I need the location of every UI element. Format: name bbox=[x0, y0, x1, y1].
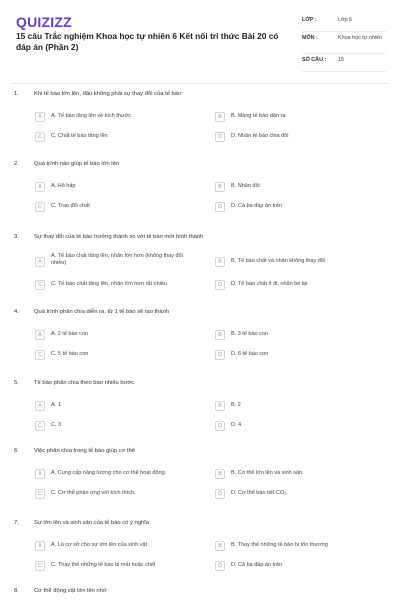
question-text: Tế bào phân chia theo bao nhiêu bước bbox=[34, 380, 135, 386]
option-text: D. Tế bào chất ít đi, nhân bé lại bbox=[231, 281, 308, 287]
option-letter: C bbox=[35, 280, 45, 290]
option-text: C. Thay thế những tế bào bị mất hoặc chết bbox=[51, 562, 156, 568]
question-6 bbox=[0, 447, 400, 519]
question-number: 3. bbox=[14, 234, 19, 240]
meta-row-class bbox=[302, 14, 386, 32]
option-letter: D bbox=[215, 280, 225, 290]
question-list bbox=[0, 90, 400, 600]
option-letter: D bbox=[215, 132, 225, 142]
option-b[interactable] bbox=[215, 253, 385, 269]
question-text: Sự lớn lên và sinh sản của tế bào có ý nghĩa bbox=[34, 520, 149, 526]
option-letter: B bbox=[215, 469, 225, 479]
option-a[interactable] bbox=[35, 110, 205, 126]
option-text: D. Cơ thể bào tiết CO₂. bbox=[231, 490, 288, 496]
option-letter: B bbox=[215, 112, 225, 122]
option-text: A. 1 bbox=[51, 402, 61, 408]
question-text: Cơ thể động vật lớn lên nhờ bbox=[34, 588, 107, 594]
option-letter: C bbox=[35, 421, 45, 431]
option-letter: A bbox=[35, 182, 45, 192]
option-a[interactable] bbox=[35, 253, 205, 269]
option-text: A. Là cơ sở cho sự lớn lên của sinh vật bbox=[51, 542, 148, 548]
option-text: B. 3 tế bào con bbox=[231, 331, 268, 337]
question-text: Quá trình phân chia diễn ra, từ 1 tế bào sẽ tạo thành bbox=[34, 309, 170, 315]
quizizz-logo[interactable]: QUIZIZZ bbox=[16, 14, 72, 30]
option-d[interactable] bbox=[215, 419, 385, 435]
meta-row-count bbox=[302, 54, 386, 72]
question-number: 2. bbox=[14, 161, 19, 167]
question-number: 6. bbox=[14, 448, 19, 454]
option-b[interactable] bbox=[215, 328, 385, 344]
option-b[interactable] bbox=[215, 539, 385, 555]
option-text: D. Nhân tế bào chia đôi bbox=[231, 133, 289, 139]
option-d[interactable] bbox=[215, 200, 385, 216]
question-1 bbox=[0, 90, 400, 160]
option-a[interactable] bbox=[35, 328, 205, 344]
meta-label: MÔN : bbox=[302, 35, 318, 41]
question-7 bbox=[0, 519, 400, 587]
option-b[interactable] bbox=[215, 467, 385, 483]
option-text: B. Màng tế bào dãn ra bbox=[231, 113, 286, 119]
question-2 bbox=[0, 160, 400, 233]
option-text: A. Tế bào chất tăng lên, nhân lớn hơn (không thay đổi nhiều) bbox=[51, 253, 183, 266]
option-letter: B bbox=[215, 257, 225, 267]
question-4 bbox=[0, 308, 400, 379]
option-text: C. Trao đổi chất bbox=[51, 203, 90, 209]
option-text: C. Chất tế bào tăng lên bbox=[51, 133, 108, 139]
option-text: D. Cả ba đáp án trên bbox=[231, 562, 283, 568]
question-number: 8. bbox=[14, 588, 19, 594]
option-c[interactable] bbox=[35, 278, 205, 294]
option-text: B. Cơ thể lớn lên và sinh sản. bbox=[231, 470, 304, 476]
option-text: A. Hô hấp bbox=[51, 183, 76, 189]
meta-label: LỚP : bbox=[302, 17, 317, 23]
meta-value: 15 bbox=[338, 57, 344, 63]
option-letter: C bbox=[35, 202, 45, 212]
option-c[interactable] bbox=[35, 348, 205, 364]
option-d[interactable] bbox=[215, 130, 385, 146]
option-a[interactable] bbox=[35, 467, 205, 483]
option-letter: A bbox=[35, 112, 45, 122]
option-b[interactable] bbox=[215, 399, 385, 415]
option-text: B. Tế bào chất và nhân không thay đổi bbox=[231, 258, 326, 264]
header bbox=[0, 0, 400, 80]
option-text: C. 5 tế bào con bbox=[51, 351, 89, 357]
option-letter: A bbox=[35, 401, 45, 411]
option-letter: D bbox=[215, 421, 225, 431]
option-letter: A bbox=[35, 469, 45, 479]
option-c[interactable] bbox=[35, 200, 205, 216]
option-d[interactable] bbox=[215, 559, 385, 575]
option-text: D. Cả ba đáp án trên bbox=[231, 203, 283, 209]
option-text: C. Cơ thể phản ứng với kích thích. bbox=[51, 490, 136, 496]
option-letter: D bbox=[215, 489, 225, 499]
option-a[interactable] bbox=[35, 539, 205, 555]
option-letter: C bbox=[35, 489, 45, 499]
option-text: D. 4 bbox=[231, 422, 242, 428]
question-number: 1. bbox=[14, 91, 19, 97]
option-d[interactable] bbox=[215, 348, 385, 364]
option-c[interactable] bbox=[35, 559, 205, 575]
option-letter: C bbox=[35, 132, 45, 142]
meta-row-subject bbox=[302, 32, 386, 54]
question-text: Sự thay đổi của tế bào trưởng thành so với tế bào mới hình thành bbox=[34, 234, 204, 240]
option-letter: B bbox=[215, 182, 225, 192]
option-letter: A bbox=[35, 257, 45, 267]
option-letter: D bbox=[215, 202, 225, 212]
option-letter: B bbox=[215, 541, 225, 551]
option-text: B. 2 bbox=[231, 402, 241, 408]
meta-value: Khoa học tự nhiên bbox=[338, 35, 383, 41]
option-a[interactable] bbox=[35, 180, 205, 196]
option-c[interactable] bbox=[35, 419, 205, 435]
option-c[interactable] bbox=[35, 130, 205, 146]
option-b[interactable] bbox=[215, 110, 385, 126]
question-5 bbox=[0, 379, 400, 447]
meta-value: Lớp 6 bbox=[338, 17, 353, 23]
option-text: C. 3 bbox=[51, 422, 62, 428]
question-text: Khi tế bào lớn lên, đâu không phải sự thay đổi của tế bào: bbox=[34, 91, 183, 97]
option-text: A. Cung cấp năng lượng cho cơ thể hoạt động. bbox=[51, 470, 167, 476]
option-text: B. Thay thế những tế bào bị tổn thương bbox=[231, 542, 328, 548]
header-divider bbox=[12, 83, 388, 84]
option-letter: A bbox=[35, 330, 45, 340]
page-title: 15 câu Trắc nghiệm Khoa học tự nhiên 6 Kết nối tri thức Bài 20 có đáp án (Phần 2) bbox=[16, 31, 279, 52]
option-d[interactable] bbox=[215, 487, 385, 503]
option-letter: B bbox=[215, 401, 225, 411]
option-text: C. Tế bào chất tăng lên, nhân lớn hơn rất nhiều bbox=[51, 281, 167, 287]
option-letter: D bbox=[215, 561, 225, 571]
option-text: A. 2 tế bào con bbox=[51, 331, 88, 337]
option-text: D. 6 tế bào con bbox=[231, 351, 269, 357]
meta-label: SỐ CÂU : bbox=[302, 57, 327, 63]
option-a[interactable] bbox=[35, 399, 205, 415]
option-letter: B bbox=[215, 330, 225, 340]
question-3 bbox=[0, 233, 400, 308]
option-letter: D bbox=[215, 350, 225, 360]
option-letter: A bbox=[35, 541, 45, 551]
option-letter: C bbox=[35, 561, 45, 571]
option-text: B. Nhân đôi bbox=[231, 183, 260, 189]
question-8 bbox=[0, 587, 400, 600]
option-d[interactable] bbox=[215, 278, 385, 294]
option-text: A. Tế bào tăng lên về kích thước bbox=[51, 113, 131, 119]
question-number: 5. bbox=[14, 380, 19, 386]
option-c[interactable] bbox=[35, 487, 205, 503]
question-text: Việc phân chia trong tế bào giúp cơ thể bbox=[34, 448, 136, 454]
question-text: Quá trình nào giúp tế bào lớn lên bbox=[34, 161, 120, 167]
option-b[interactable] bbox=[215, 180, 385, 196]
question-number: 7. bbox=[14, 520, 19, 526]
option-letter: C bbox=[35, 350, 45, 360]
meta-info bbox=[302, 14, 386, 72]
question-number: 4. bbox=[14, 309, 19, 315]
